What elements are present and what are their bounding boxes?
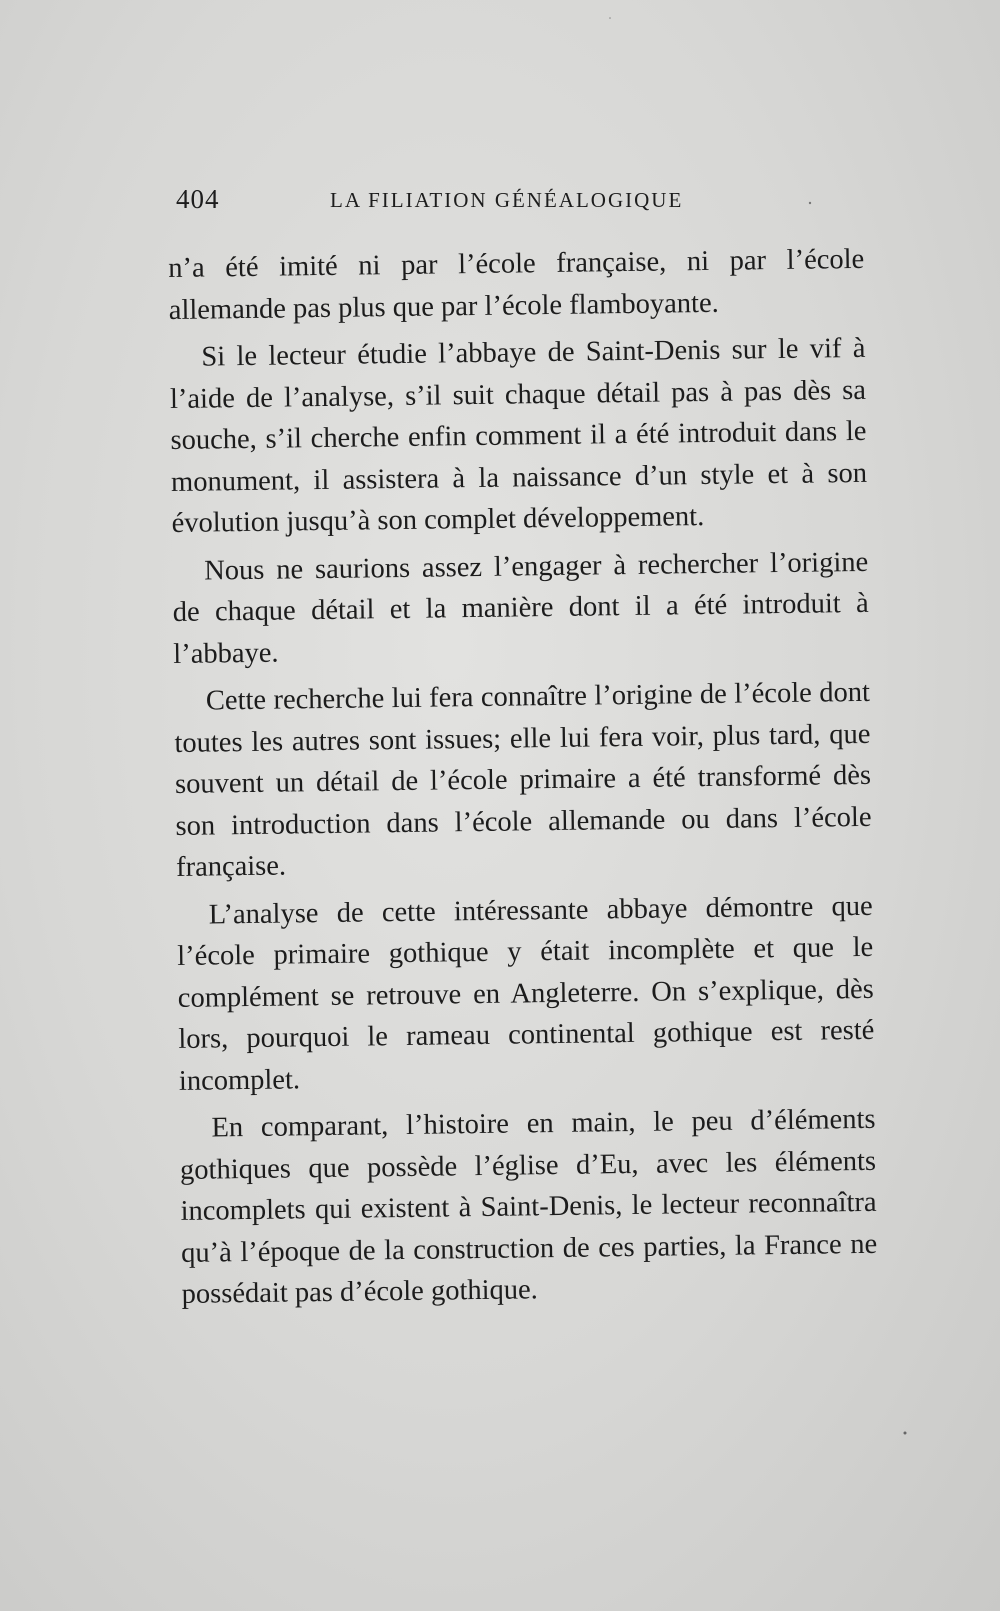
paragraph: L’analyse de cette intéressante abbaye démontre que l’école primaire gothique y était incomplète et que le complément se retrouve en Angleterre. On s’explique, dès lors, pourquoi le rameau continental gothique est resté incomplet. [177,890,875,1097]
paragraph: n’a été imité ni par l’école française, ni par l’école allemande pas plus que par l’école flamboyante. [168,243,865,326]
page-header [176,184,736,224]
paragraph: En comparant, l’histoire en main, le peu d’éléments gothiques que possède l’église d’Eu, avec les éléments incomplets qui existent à Saint-Denis, le lecteur reconnaîtra qu’à l’époque de la construction de ces parties, la France ne possédait pas d’école gothique. [179,1103,878,1310]
paragraph: Cette recherche lui fera connaître l’origine de l’école dont toutes les autres sont issues; elle lui fera voir, plus tard, que souvent un détail de l’école primaire a été transformé dès son introduction dans l’école allemande ou dans l’école française. [174,676,872,883]
page-number: 404 [176,184,220,214]
paragraph: Nous ne saurions assez l’engager à rechercher l’origine de chaque détail et la manière dont il a été introduit à l’abbaye. [172,546,869,670]
paragraph: Si le lecteur étudie l’abbaye de Saint-Denis sur le vif à l’aide de l’analyse, s’il suit chaque détail pas à pas dès sa souche, s’il cherche enfin comment il a été introduit dans le monument, il assistera à la naissance d’un style et à son évolution jusqu’à son complet développement. [169,332,868,539]
body-text [168,239,878,1322]
running-title: LA FILIATION GÉNÉALOGIQUE [330,188,684,212]
